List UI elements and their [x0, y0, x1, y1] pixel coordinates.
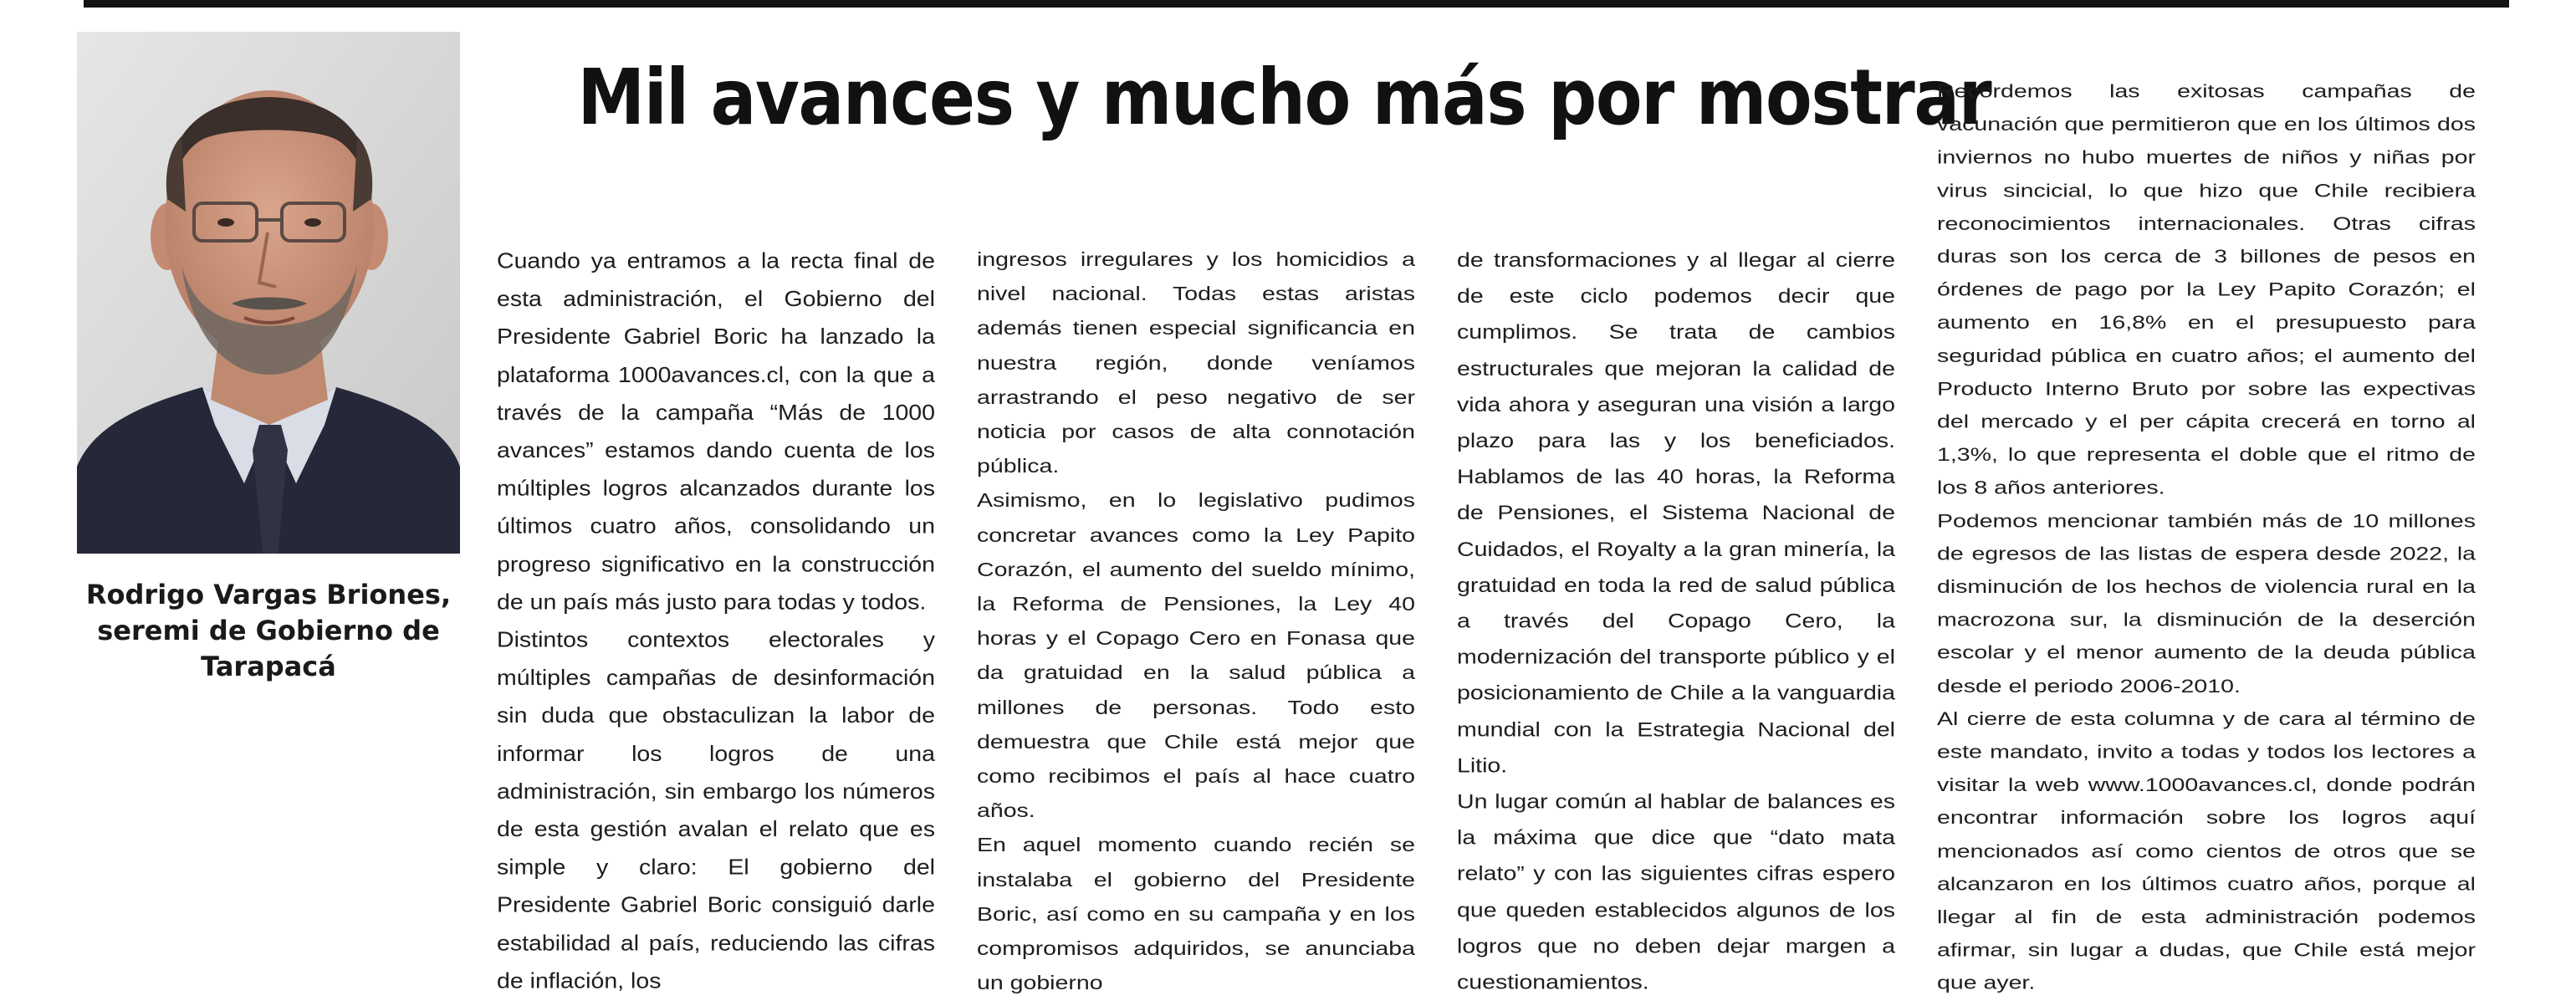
paragraph: Al cierre de esta columna y de cara al término de este mandato, invito a todas y todos los lectores a visitar la web www.1000avances.cl, donde podrán encontrar información sobre los logros aquí mencionados así como cientos de otros que se alcanzaron en los últimos cuatro años, porque al llegar al fin de esta administración podemos afirmar, sin lugar a dudas, que Chile está mejor que ayer.: [1937, 708, 2476, 994]
paragraph: ingresos irregulares y los homicidios a nivel nacional. Todas estas aristas además tienen especial significancia en nuestra región, donde veníamos arrastrando el peso negativo de ser noticia por casos de alta connotación pública.: [977, 248, 1415, 477]
paragraph: Distintos contextos electorales y múltiples campañas de desinformación sin duda que obstaculizan la labor de informar los logros de una administración, sin embargo los números de esta gestión avalan el relato que es simple y claro: El gobierno del Presidente Gabriel Boric consiguió darle estabilidad al país, reduciendo las cifras de inflación, los: [497, 628, 935, 993]
author-photo: [77, 32, 460, 554]
article-headline: Mil avances y mucho más por mostrar: [577, 53, 1991, 142]
paragraph: de transformaciones y al llegar al cierre de este ciclo podemos decir que cumplimos. Se trata de cambios estructurales que mejoran la calidad de vida ahora y aseguran una visión a largo plazo para las y los beneficiados. Hablamos de las 40 horas, la Reforma de Pensiones, el Sistema Nacional de Cuidados, el Royalty a la gran minería, la gratuidad en toda la red de salud pública a través del Copago Cero, la modernización del transporte público y el posicionamiento de Chile a la vanguardia mundial con la Estrategia Nacional del Litio.: [1457, 248, 1895, 778]
paragraph: Podemos mencionar también más de 10 millones de egresos de las listas de espera desde 2022, la disminución de los hechos de violencia rural en la macrozona sur, la disminución de la deserción escolar y el menor aumento de la deuda pública desde el periodo 2006-2010.: [1937, 510, 2476, 697]
article-column-1: [497, 243, 935, 1000]
caption-line-1: Rodrigo Vargas Briones,: [85, 579, 452, 610]
top-rule: [84, 0, 2509, 8]
caption-line-2: seremi de Gobierno de: [97, 615, 440, 646]
paragraph: Asimismo, en lo legislativo pudimos concretar avances como la Ley Papito Corazón, el aumento del sueldo mínimo, la Reforma de Pensiones, la Ley 40 horas y el Copago Cero en Fonasa que da gratuidad en la salud pública a millones de personas. Todo esto demuestra que Chile está mejor que como recibimos el país al hace cuatro años.: [977, 489, 1415, 822]
author-portrait-illustration: [77, 32, 460, 554]
paragraph: Recordemos las exitosas campañas de vacunación que permitieron que en los últimos dos inviernos no hubo muertes de niños y niñas por virus sincicial, lo que hizo que Chile recibiera reconocimientos internacionales. Otras cifras duras son los cerca de 3 billones de pesos en órdenes de pago por la Ley Papito Corazón; el aumento en 16,8% en el presupuesto para seguridad pública en cuatro años; el aumento del Producto Interno Bruto por sobre las expectivas del mercado y el per cápita crecerá en torno al 1,3%, lo que representa el doble que el ritmo de los 8 años anteriores.: [1937, 81, 2476, 499]
paragraph: Un lugar común al hablar de balances es la máxima que dice que “dato mata relato” y con las siguientes cifras espero que queden establecidos algunos de los logros que no deben dejar margen a cuestionamientos.: [1457, 790, 1895, 994]
author-caption: [77, 577, 460, 685]
article-column-4: [1937, 75, 2476, 1000]
paragraph: En aquel momento cuando recién se instalaba el gobierno del Presidente Boric, así como en su campaña y en los compromisos adquiridos, se anunciaba un gobierno: [977, 834, 1415, 994]
caption-line-3: Tarapacá: [201, 651, 336, 682]
article-column-3: [1457, 243, 1895, 1000]
paragraph: Cuando ya entramos a la recta final de esta administración, el Gobierno del Presidente Gabriel Boric ha lanzado la plataforma 1000avances.cl, con la que a través de la campaña “Más de 1000 avances” estamos dando cuenta de los múltiples logros alcanzados durante los últimos cuatro años, consolidando un progreso significativo en la construcción de un país más justo para todas y todos.: [497, 249, 935, 615]
article-column-2: [977, 243, 1415, 1000]
